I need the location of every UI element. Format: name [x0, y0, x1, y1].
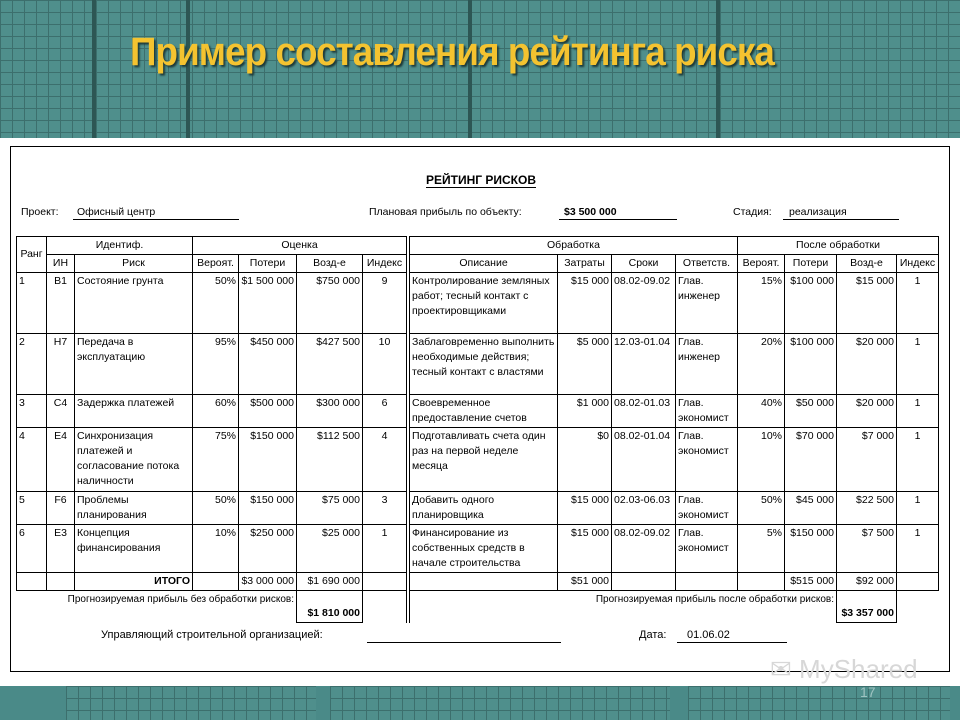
risk-table [16, 236, 939, 623]
cell-impact: $25 000 [297, 525, 363, 573]
forecast-after-value: $3 357 000 [837, 591, 897, 623]
cell-index2: 1 [897, 395, 939, 428]
cell-prob2: 15% [738, 273, 785, 334]
cell-risk: Проблемы планирования [75, 492, 193, 525]
cell-index2: 1 [897, 273, 939, 334]
cell-loss2: $100 000 [785, 273, 837, 334]
header-index: Индекс [363, 255, 407, 273]
header-terms: Сроки [612, 255, 676, 273]
cell-rank: 2 [17, 334, 47, 395]
cell-index2: 1 [897, 428, 939, 492]
cell-resp: Глав. экономист [676, 525, 738, 573]
cell-prob2: 50% [738, 492, 785, 525]
cell-cost: $0 [558, 428, 612, 492]
cell-loss2: $70 000 [785, 428, 837, 492]
cell-in: H7 [47, 334, 75, 395]
cell-resp: Глав. инженер [676, 273, 738, 334]
cell-loss: $450 000 [239, 334, 297, 395]
forecast-before-label: Прогнозируемая прибыль без обработки рисков: [67, 594, 294, 605]
cell-loss2: $100 000 [785, 334, 837, 395]
header-cost: Затраты [558, 255, 612, 273]
cell-risk: Состояние грунта [75, 273, 193, 334]
totals-label: ИТОГО [75, 573, 193, 591]
cell-index2: 1 [897, 334, 939, 395]
footer-block [66, 686, 316, 720]
cell-loss: $500 000 [239, 395, 297, 428]
document-title: РЕЙТИНГ РИСКОВ [425, 173, 536, 187]
table-row [17, 525, 939, 573]
header-in: ИН [47, 255, 75, 273]
cell-loss2: $45 000 [785, 492, 837, 525]
date-underline [677, 642, 787, 643]
watermark-logo: ✉ MyShared [770, 654, 918, 684]
header-desc: Описание [410, 255, 558, 273]
cell-rank: 5 [17, 492, 47, 525]
cell-desc: Финансирование из собственных средств в начале строительства [410, 525, 558, 573]
cell-prob: 95% [193, 334, 239, 395]
cell-in: B1 [47, 273, 75, 334]
header-loss2: Потери [785, 255, 837, 273]
cell-cost: $1 000 [558, 395, 612, 428]
cell-impact: $427 500 [297, 334, 363, 395]
cell-loss: $150 000 [239, 492, 297, 525]
header-stripe [92, 0, 96, 138]
cell-loss: $1 500 000 [239, 273, 297, 334]
cell-desc: Своевременное предоставление счетов [410, 395, 558, 428]
cell-index: 6 [363, 395, 407, 428]
forecast-before-value: $1 810 000 [297, 591, 363, 623]
cell-cost: $15 000 [558, 492, 612, 525]
cell-terms: 08.02-09.02 [612, 525, 676, 573]
cell-risk: Передача в эксплуатацию [75, 334, 193, 395]
cell-in: F6 [47, 492, 75, 525]
table-row [17, 334, 939, 395]
cell-desc: Добавить одного планировщика [410, 492, 558, 525]
header-after: После обработки [738, 237, 939, 255]
table-row [17, 428, 939, 492]
cell-impact2: $15 000 [837, 273, 897, 334]
cell-impact: $750 000 [297, 273, 363, 334]
cell-cost: $15 000 [558, 525, 612, 573]
cell-index: 10 [363, 334, 407, 395]
slide-title: Пример составления рейтинга риска [130, 30, 774, 74]
table-row [17, 273, 939, 334]
totals-cost: $51 000 [558, 573, 612, 591]
cell-prob: 75% [193, 428, 239, 492]
cell-impact2: $22 500 [837, 492, 897, 525]
project-label: Проект: [21, 206, 59, 218]
cell-index: 1 [363, 525, 407, 573]
cell-cost: $5 000 [558, 334, 612, 395]
risk-rating-document [10, 146, 950, 672]
cell-prob2: 40% [738, 395, 785, 428]
cell-loss: $250 000 [239, 525, 297, 573]
cell-resp: Глав. экономист [676, 492, 738, 525]
page-number: 17 [860, 684, 876, 700]
footer-block [330, 686, 670, 720]
cell-index: 9 [363, 273, 407, 334]
cell-impact2: $7 500 [837, 525, 897, 573]
profit-underline [559, 219, 677, 220]
cell-desc: Контролирование земляных работ; тесный контакт с проектировщиками [410, 273, 558, 334]
forecast-row [17, 591, 939, 623]
manager-signature-line [367, 642, 561, 643]
totals-impact: $1 690 000 [297, 573, 363, 591]
cell-in: E4 [47, 428, 75, 492]
cell-desc: Подготавливать счета один раз на первой неделе месяца [410, 428, 558, 492]
cell-prob: 60% [193, 395, 239, 428]
cell-index: 4 [363, 428, 407, 492]
project-underline [73, 219, 239, 220]
header-prob: Вероят. [193, 255, 239, 273]
cell-prob: 10% [193, 525, 239, 573]
cell-terms: 08.02-09.02 [612, 273, 676, 334]
cell-impact: $112 500 [297, 428, 363, 492]
date-value: 01.06.02 [687, 629, 730, 641]
header-impact: Возд-е [297, 255, 363, 273]
cell-terms: 08.02-01.03 [612, 395, 676, 428]
header-rank: Ранг [17, 237, 47, 273]
totals-impact2: $92 000 [837, 573, 897, 591]
cell-risk: Синхронизация платежей и согласование потока наличности [75, 428, 193, 492]
cell-resp: Глав. экономист [676, 428, 738, 492]
date-label: Дата: [639, 629, 667, 641]
cell-terms: 12.03-01.04 [612, 334, 676, 395]
cell-desc: Заблаговременно выполнить необходимые действия; тесный контакт с властями [410, 334, 558, 395]
cell-prob: 50% [193, 492, 239, 525]
cell-impact: $75 000 [297, 492, 363, 525]
cell-prob: 50% [193, 273, 239, 334]
cell-terms: 02.03-06.03 [612, 492, 676, 525]
forecast-after-label: Прогнозируемая прибыль после обработки рисков: [595, 594, 834, 605]
cell-impact2: $20 000 [837, 395, 897, 428]
cell-risk: Концепция финансирования [75, 525, 193, 573]
cell-prob2: 5% [738, 525, 785, 573]
totals-loss2: $515 000 [785, 573, 837, 591]
cell-rank: 3 [17, 395, 47, 428]
stage-label: Стадия: [733, 206, 772, 218]
cell-impact2: $20 000 [837, 334, 897, 395]
cell-impact2: $7 000 [837, 428, 897, 492]
stage-value: реализация [789, 206, 847, 218]
cell-index2: 1 [897, 492, 939, 525]
profit-label: Плановая прибыль по объекту: [369, 206, 522, 218]
cell-prob2: 20% [738, 334, 785, 395]
table-row [17, 395, 939, 428]
totals-row [17, 573, 939, 591]
header-loss: Потери [239, 255, 297, 273]
cell-in: E3 [47, 525, 75, 573]
header-assess: Оценка [193, 237, 407, 255]
cell-rank: 6 [17, 525, 47, 573]
cell-resp: Глав. инженер [676, 334, 738, 395]
stage-underline [783, 219, 899, 220]
cell-loss2: $150 000 [785, 525, 837, 573]
project-value: Офисный центр [77, 206, 156, 218]
cell-risk: Задержка платежей [75, 395, 193, 428]
cell-index2: 1 [897, 525, 939, 573]
cell-prob2: 10% [738, 428, 785, 492]
cell-in: C4 [47, 395, 75, 428]
header-ident: Идентиф. [47, 237, 193, 255]
cell-loss: $150 000 [239, 428, 297, 492]
header-impact2: Возд-е [837, 255, 897, 273]
manager-label: Управляющий строительной организацией: [101, 629, 323, 641]
cell-index: 3 [363, 492, 407, 525]
cell-terms: 08.02-01.04 [612, 428, 676, 492]
profit-value: $3 500 000 [564, 206, 617, 218]
totals-loss: $3 000 000 [239, 573, 297, 591]
cell-cost: $15 000 [558, 273, 612, 334]
cell-resp: Глав. экономист [676, 395, 738, 428]
cell-impact: $300 000 [297, 395, 363, 428]
mail-icon: ✉ [770, 654, 792, 684]
header-index2: Индекс [897, 255, 939, 273]
header-prob2: Вероят. [738, 255, 785, 273]
cell-rank: 4 [17, 428, 47, 492]
header-treat: Обработка [410, 237, 738, 255]
cell-rank: 1 [17, 273, 47, 334]
footer-block [688, 686, 950, 720]
header-risk: Риск [75, 255, 193, 273]
header-resp: Ответств. [676, 255, 738, 273]
cell-loss2: $50 000 [785, 395, 837, 428]
table-row [17, 492, 939, 525]
footer-bar [0, 686, 960, 720]
